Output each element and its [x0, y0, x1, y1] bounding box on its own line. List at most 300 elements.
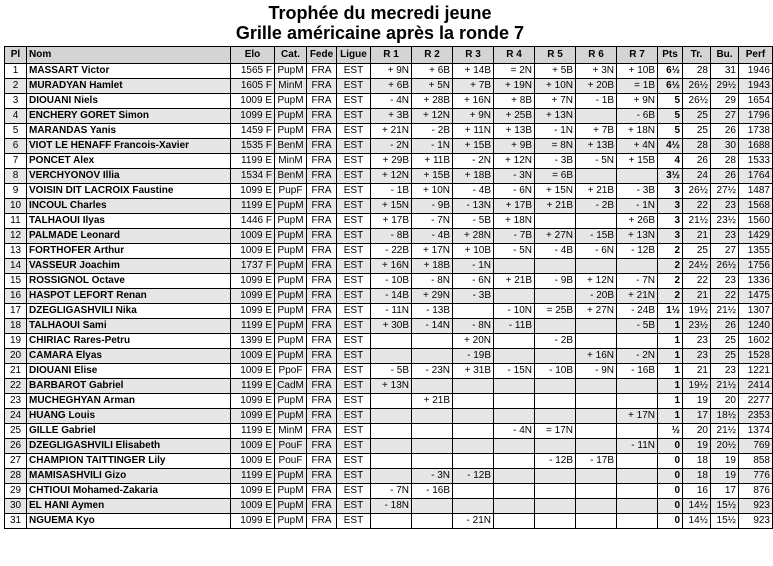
cell-points: 5	[658, 109, 683, 124]
cell-round-7	[617, 499, 658, 514]
cell-tiebreak-tr: 16	[683, 484, 711, 499]
cell-name: BARBAROT Gabriel	[27, 379, 231, 394]
cell-tiebreak-tr: 28	[683, 64, 711, 79]
cell-tiebreak-tr: 26½	[683, 94, 711, 109]
cell-round-3	[453, 454, 494, 469]
cell-round-1: + 29B	[371, 154, 412, 169]
cell-federation: FRA	[307, 499, 337, 514]
cell-tiebreak-tr: 19½	[683, 379, 711, 394]
cell-round-2: - 8N	[412, 274, 453, 289]
cell-performance: 1487	[739, 184, 773, 199]
cell-elo: 1009 E	[231, 244, 275, 259]
cell-round-4: + 25B	[494, 109, 535, 124]
cell-tiebreak-bu: 17	[711, 484, 739, 499]
cell-federation: FRA	[307, 124, 337, 139]
standings-table	[4, 46, 773, 529]
column-header-elo: Elo	[231, 47, 275, 64]
cell-round-1	[371, 469, 412, 484]
cell-elo: 1009 E	[231, 454, 275, 469]
cell-points: 1	[658, 364, 683, 379]
cell-tiebreak-bu: 26	[711, 319, 739, 334]
cell-points: 1	[658, 409, 683, 424]
cell-name: MURADYAN Hamlet	[27, 79, 231, 94]
cell-tiebreak-bu: 19	[711, 454, 739, 469]
cell-round-7: - 6B	[617, 109, 658, 124]
cell-category: CadM	[275, 379, 307, 394]
cell-round-2	[412, 349, 453, 364]
cell-name: PALMADE Leonard	[27, 229, 231, 244]
cell-round-5: = 6B	[535, 169, 576, 184]
table-row	[5, 409, 773, 424]
cell-tiebreak-bu: 31	[711, 64, 739, 79]
cell-league: EST	[337, 514, 371, 529]
cell-round-7: - 12B	[617, 244, 658, 259]
cell-round-6	[576, 169, 617, 184]
cell-league: EST	[337, 409, 371, 424]
table-row	[5, 319, 773, 334]
cell-tiebreak-tr: 26½	[683, 184, 711, 199]
cell-elo: 1009 E	[231, 94, 275, 109]
cell-points: 1	[658, 349, 683, 364]
cell-round-6	[576, 514, 617, 529]
cell-round-1: + 6B	[371, 79, 412, 94]
cell-league: EST	[337, 334, 371, 349]
cell-category: PupM	[275, 64, 307, 79]
cell-federation: FRA	[307, 334, 337, 349]
cell-points: 3	[658, 214, 683, 229]
cell-round-1: - 10B	[371, 274, 412, 289]
cell-round-1	[371, 439, 412, 454]
cell-round-5	[535, 439, 576, 454]
table-row	[5, 514, 773, 529]
cell-performance: 1560	[739, 214, 773, 229]
cell-name: NGUEMA Kyo	[27, 514, 231, 529]
cell-tiebreak-bu: 23½	[711, 214, 739, 229]
cell-round-3: - 13N	[453, 199, 494, 214]
cell-round-7	[617, 334, 658, 349]
cell-round-2	[412, 424, 453, 439]
cell-round-1: - 11N	[371, 304, 412, 319]
cell-category: PupM	[275, 409, 307, 424]
cell-round-6: - 15B	[576, 229, 617, 244]
cell-tiebreak-tr: 14½	[683, 514, 711, 529]
cell-rank: 23	[5, 394, 27, 409]
cell-tiebreak-tr: 18	[683, 454, 711, 469]
cell-round-5: - 12B	[535, 454, 576, 469]
cell-league: EST	[337, 199, 371, 214]
cell-round-2	[412, 454, 453, 469]
cell-round-4	[494, 454, 535, 469]
cell-federation: FRA	[307, 454, 337, 469]
cell-round-2: + 6B	[412, 64, 453, 79]
cell-round-6: + 13B	[576, 139, 617, 154]
cell-round-4: - 15N	[494, 364, 535, 379]
cell-federation: FRA	[307, 229, 337, 244]
cell-round-7: + 15B	[617, 154, 658, 169]
cell-round-4: + 21B	[494, 274, 535, 289]
column-header-performance: Perf	[739, 47, 773, 64]
cell-round-4	[494, 349, 535, 364]
cell-federation: FRA	[307, 139, 337, 154]
cell-performance: 1528	[739, 349, 773, 364]
cell-round-6	[576, 499, 617, 514]
cell-round-6: - 6N	[576, 244, 617, 259]
page-title: Trophée du mecredi jeune	[268, 3, 492, 23]
cell-performance: 876	[739, 484, 773, 499]
cell-round-7	[617, 259, 658, 274]
cell-performance: 1688	[739, 139, 773, 154]
cell-round-6	[576, 379, 617, 394]
column-header-federation: Fede	[307, 47, 337, 64]
cell-federation: FRA	[307, 94, 337, 109]
cell-rank: 20	[5, 349, 27, 364]
cell-round-4: - 6N	[494, 184, 535, 199]
cell-category: PupM	[275, 274, 307, 289]
cell-rank: 16	[5, 289, 27, 304]
cell-round-7: + 4N	[617, 139, 658, 154]
cell-name: CHIRIAC Rares-Petru	[27, 334, 231, 349]
cell-tiebreak-tr: 21½	[683, 214, 711, 229]
cell-round-3: + 14B	[453, 64, 494, 79]
cell-elo: 1099 E	[231, 484, 275, 499]
cell-elo: 1199 E	[231, 154, 275, 169]
cell-round-4: + 19N	[494, 79, 535, 94]
cell-round-1: - 1B	[371, 184, 412, 199]
cell-round-1	[371, 454, 412, 469]
column-header-tiebreak-bu: Bu.	[711, 47, 739, 64]
cell-federation: FRA	[307, 199, 337, 214]
cell-federation: FRA	[307, 514, 337, 529]
column-header-name: Nom	[27, 47, 231, 64]
cell-category: PouF	[275, 454, 307, 469]
cell-category: PupM	[275, 94, 307, 109]
cell-round-7: + 9N	[617, 94, 658, 109]
cell-round-2: + 5N	[412, 79, 453, 94]
cell-category: PupM	[275, 229, 307, 244]
cell-tiebreak-bu: 29	[711, 94, 739, 109]
cell-rank: 9	[5, 184, 27, 199]
cell-category: PouF	[275, 439, 307, 454]
cell-round-5	[535, 214, 576, 229]
cell-rank: 15	[5, 274, 27, 289]
cell-round-4	[494, 514, 535, 529]
cell-round-2: - 1N	[412, 139, 453, 154]
cell-tiebreak-tr: 24½	[683, 259, 711, 274]
cell-points: ½	[658, 424, 683, 439]
cell-round-5	[535, 289, 576, 304]
cell-rank: 13	[5, 244, 27, 259]
cell-performance: 1374	[739, 424, 773, 439]
cell-elo: 1535 F	[231, 139, 275, 154]
cell-performance: 1654	[739, 94, 773, 109]
cell-points: 6½	[658, 79, 683, 94]
cell-round-2	[412, 409, 453, 424]
cell-round-4	[494, 469, 535, 484]
cell-tiebreak-tr: 23½	[683, 319, 711, 334]
cell-round-7: = 1B	[617, 79, 658, 94]
page-header	[0, 0, 760, 43]
cell-tiebreak-bu: 23	[711, 199, 739, 214]
cell-performance: 2353	[739, 409, 773, 424]
cell-rank: 2	[5, 79, 27, 94]
table-row	[5, 424, 773, 439]
cell-round-6	[576, 334, 617, 349]
cell-category: PupM	[275, 349, 307, 364]
cell-points: 2	[658, 244, 683, 259]
cell-points: 1½	[658, 304, 683, 319]
cell-round-1: - 4N	[371, 94, 412, 109]
cell-federation: FRA	[307, 289, 337, 304]
cell-tiebreak-tr: 21	[683, 289, 711, 304]
cell-round-1: + 21N	[371, 124, 412, 139]
cell-round-6	[576, 214, 617, 229]
cell-round-6: - 9N	[576, 364, 617, 379]
cell-round-2: + 21B	[412, 394, 453, 409]
cell-round-3: + 9N	[453, 109, 494, 124]
cell-federation: FRA	[307, 214, 337, 229]
cell-rank: 25	[5, 424, 27, 439]
cell-round-3	[453, 379, 494, 394]
column-header-category: Cat.	[275, 47, 307, 64]
page-subtitle: Grille américaine après la ronde 7	[235, 23, 525, 43]
cell-round-1	[371, 394, 412, 409]
cell-performance: 2414	[739, 379, 773, 394]
cell-round-1: + 12N	[371, 169, 412, 184]
cell-federation: FRA	[307, 484, 337, 499]
cell-tiebreak-bu: 25	[711, 334, 739, 349]
cell-tiebreak-bu: 27	[711, 109, 739, 124]
table-row	[5, 79, 773, 94]
cell-name: FORTHOFER Arthur	[27, 244, 231, 259]
cell-round-7: - 16B	[617, 364, 658, 379]
cell-category: PupM	[275, 124, 307, 139]
cell-performance: 1221	[739, 364, 773, 379]
column-header-round-7: R 7	[617, 47, 658, 64]
cell-league: EST	[337, 304, 371, 319]
cell-elo: 1099 E	[231, 274, 275, 289]
cell-round-5: + 7N	[535, 94, 576, 109]
table-row	[5, 139, 773, 154]
cell-round-3: - 3B	[453, 289, 494, 304]
table-row	[5, 379, 773, 394]
cell-tiebreak-bu: 20½	[711, 439, 739, 454]
cell-rank: 4	[5, 109, 27, 124]
cell-tiebreak-bu: 27	[711, 244, 739, 259]
cell-category: PupM	[275, 334, 307, 349]
cell-round-4	[494, 259, 535, 274]
cell-round-4	[494, 409, 535, 424]
cell-round-5: = 8N	[535, 139, 576, 154]
cell-round-1	[371, 349, 412, 364]
cell-round-4: = 2N	[494, 64, 535, 79]
column-header-round-2: R 2	[412, 47, 453, 64]
cell-league: EST	[337, 169, 371, 184]
cell-category: PupM	[275, 259, 307, 274]
cell-federation: FRA	[307, 169, 337, 184]
cell-performance: 2277	[739, 394, 773, 409]
cell-round-7: + 26B	[617, 214, 658, 229]
cell-name: ROSSIGNOL Octave	[27, 274, 231, 289]
cell-federation: FRA	[307, 394, 337, 409]
cell-round-1: + 13N	[371, 379, 412, 394]
cell-league: EST	[337, 184, 371, 199]
cell-performance: 776	[739, 469, 773, 484]
table-row	[5, 484, 773, 499]
cell-federation: FRA	[307, 79, 337, 94]
cell-round-5: + 27N	[535, 229, 576, 244]
cell-rank: 11	[5, 214, 27, 229]
cell-round-7	[617, 169, 658, 184]
cell-league: EST	[337, 274, 371, 289]
cell-round-2: + 10N	[412, 184, 453, 199]
cell-round-5	[535, 259, 576, 274]
cell-tiebreak-tr: 22	[683, 199, 711, 214]
cell-round-3: + 10B	[453, 244, 494, 259]
cell-elo: 1099 E	[231, 109, 275, 124]
cell-league: EST	[337, 319, 371, 334]
cell-performance: 1764	[739, 169, 773, 184]
cell-points: 0	[658, 484, 683, 499]
cell-elo: 1399 E	[231, 334, 275, 349]
cell-performance: 769	[739, 439, 773, 454]
cell-elo: 1534 F	[231, 169, 275, 184]
table-row	[5, 304, 773, 319]
cell-name: DZEGLIGASHVILI Elisabeth	[27, 439, 231, 454]
cell-rank: 17	[5, 304, 27, 319]
cell-round-6: + 27N	[576, 304, 617, 319]
cell-tiebreak-tr: 25	[683, 244, 711, 259]
cell-round-3	[453, 409, 494, 424]
cell-round-2: - 23N	[412, 364, 453, 379]
cell-name: VOISIN DIT LACROIX Faustine	[27, 184, 231, 199]
cell-round-7: + 17N	[617, 409, 658, 424]
cell-rank: 3	[5, 94, 27, 109]
cell-round-6: - 17B	[576, 454, 617, 469]
cell-round-2	[412, 499, 453, 514]
cell-name: VASSEUR Joachim	[27, 259, 231, 274]
cell-round-4: + 9B	[494, 139, 535, 154]
table-row	[5, 199, 773, 214]
table-row	[5, 394, 773, 409]
cell-category: PupM	[275, 304, 307, 319]
cell-points: 3½	[658, 169, 683, 184]
cell-round-3: + 15B	[453, 139, 494, 154]
cell-round-3: + 18B	[453, 169, 494, 184]
cell-round-5: + 5B	[535, 64, 576, 79]
cell-round-7: + 18N	[617, 124, 658, 139]
cell-name: CHAMPION TAITTINGER Lily	[27, 454, 231, 469]
cell-round-3	[453, 304, 494, 319]
cell-points: 1	[658, 394, 683, 409]
cell-round-6: + 12N	[576, 274, 617, 289]
cell-elo: 1009 E	[231, 499, 275, 514]
cell-elo: 1099 E	[231, 304, 275, 319]
cell-round-5: - 3B	[535, 154, 576, 169]
cell-name: INCOUL Charles	[27, 199, 231, 214]
cell-tiebreak-tr: 17	[683, 409, 711, 424]
column-header-points: Pts	[658, 47, 683, 64]
cell-tiebreak-tr: 26	[683, 154, 711, 169]
cell-performance: 1756	[739, 259, 773, 274]
cell-round-7: - 2N	[617, 349, 658, 364]
cell-round-5: - 10B	[535, 364, 576, 379]
cell-round-7	[617, 514, 658, 529]
cell-round-6: + 3N	[576, 64, 617, 79]
column-header-round-6: R 6	[576, 47, 617, 64]
cell-rank: 18	[5, 319, 27, 334]
cell-performance: 1240	[739, 319, 773, 334]
cell-performance: 1738	[739, 124, 773, 139]
cell-round-2: - 2B	[412, 124, 453, 139]
cell-round-7: + 21N	[617, 289, 658, 304]
cell-performance: 1475	[739, 289, 773, 304]
cell-points: 4	[658, 154, 683, 169]
cell-round-5: - 1N	[535, 124, 576, 139]
cell-rank: 26	[5, 439, 27, 454]
cell-round-4: - 10N	[494, 304, 535, 319]
cell-round-2: - 4B	[412, 229, 453, 244]
cell-round-4: - 4N	[494, 424, 535, 439]
cell-points: 5	[658, 94, 683, 109]
cell-round-5: = 17N	[535, 424, 576, 439]
cell-round-7: - 24B	[617, 304, 658, 319]
column-header-rank: Pl	[5, 47, 27, 64]
cell-federation: FRA	[307, 259, 337, 274]
cell-performance: 1568	[739, 199, 773, 214]
cell-points: 3	[658, 229, 683, 244]
cell-tiebreak-bu: 23	[711, 364, 739, 379]
cell-round-2: + 28B	[412, 94, 453, 109]
cell-federation: FRA	[307, 274, 337, 289]
cell-tiebreak-bu: 27½	[711, 184, 739, 199]
cell-points: 4½	[658, 139, 683, 154]
table-row	[5, 124, 773, 139]
cell-elo: 1099 E	[231, 514, 275, 529]
cell-category: PupM	[275, 514, 307, 529]
cell-round-3	[453, 394, 494, 409]
cell-round-4: + 13B	[494, 124, 535, 139]
cell-name: MASSART Victor	[27, 64, 231, 79]
cell-rank: 6	[5, 139, 27, 154]
cell-round-5: = 25B	[535, 304, 576, 319]
cell-tiebreak-bu: 25	[711, 349, 739, 364]
cell-elo: 1099 E	[231, 184, 275, 199]
cell-elo: 1199 E	[231, 379, 275, 394]
cell-points: 0	[658, 439, 683, 454]
cell-league: EST	[337, 454, 371, 469]
cell-performance: 1946	[739, 64, 773, 79]
cell-round-4: + 17B	[494, 199, 535, 214]
cell-federation: FRA	[307, 409, 337, 424]
cell-category: MinM	[275, 424, 307, 439]
cell-round-6	[576, 319, 617, 334]
cell-rank: 1	[5, 64, 27, 79]
cell-round-5: - 2B	[535, 334, 576, 349]
cell-league: EST	[337, 364, 371, 379]
cell-round-3	[453, 499, 494, 514]
cell-round-4: + 12N	[494, 154, 535, 169]
table-row	[5, 64, 773, 79]
cell-tiebreak-tr: 19	[683, 439, 711, 454]
cell-league: EST	[337, 79, 371, 94]
cell-round-4	[494, 439, 535, 454]
cell-round-3: + 16N	[453, 94, 494, 109]
cell-round-2: + 15B	[412, 169, 453, 184]
cell-round-1: - 8B	[371, 229, 412, 244]
cell-tiebreak-bu: 19	[711, 469, 739, 484]
cell-rank: 27	[5, 454, 27, 469]
cell-tiebreak-tr: 20	[683, 424, 711, 439]
